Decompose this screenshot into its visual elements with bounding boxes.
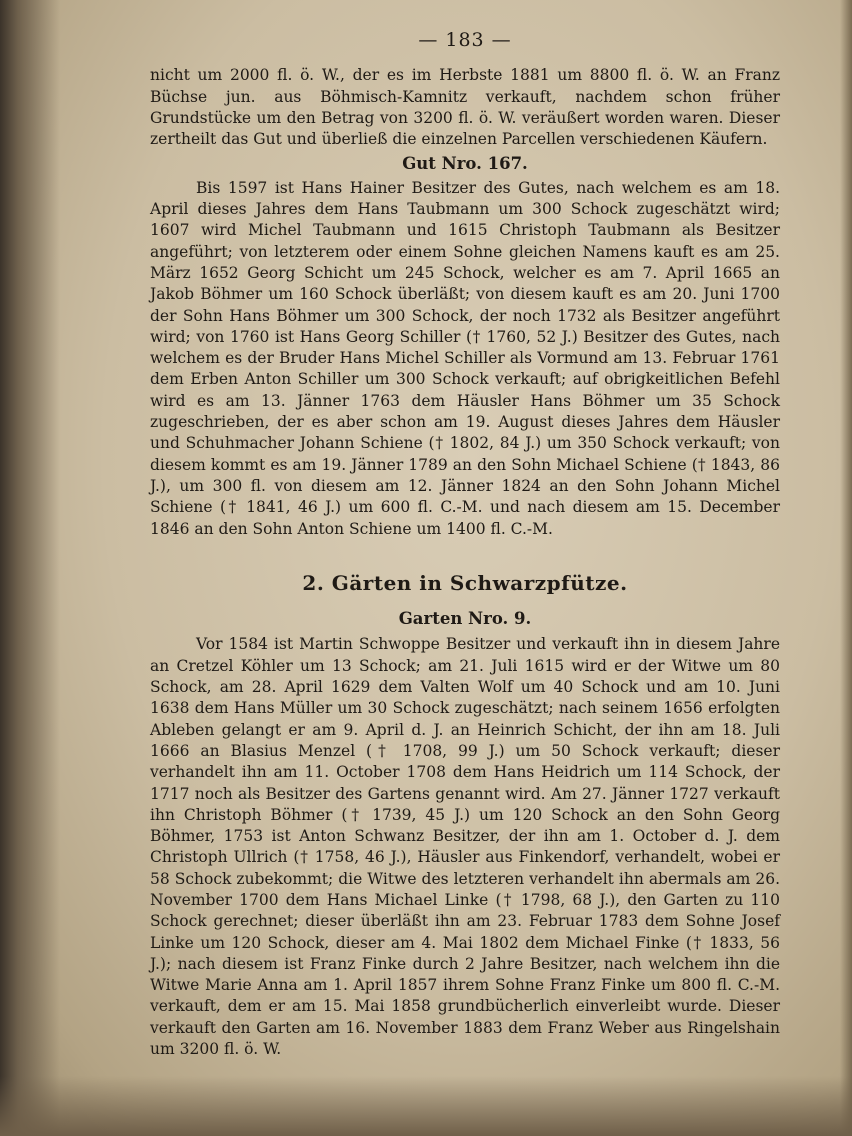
section-paragraph-garten-9: Vor 1584 ist Martin Schwoppe Besitzer und verkauft ihn in diesem Jahre an Cretzel Köhler um 13 Schock; am 21. Juli 1615 wird er der Witwe um 80 Schock, am 28. April 1629 dem Valten Wolf um 40 Schock und am 10. Juni 1638 dem Hans Müller um 30 Schock zugeschätzt; nach seinem 1656 erfolgten Ableben gelangt er am 9. April d. J. an Heinrich Schicht, der ihn am 18. Juli 1666 an Blasius Menzel († 1708, 99 J.) um 50 Schock verkauft; dieser verhandelt ihn am 11. October 1708 dem Hans Heidrich um 114 Schock, der 1717 noch als Besitzer des Gartens genannt wird. Am 27. Jänner 1727 verkauft ihn Christoph Böhmer († 1739, 45 J.) um 120 Schock an den Sohn Georg Böhmer, 1753 ist Anton Schwanz Besitzer, der ihn am 1. October d. J. dem Christoph Ullrich († 1758, 46 J.), Häusler aus Finkendorf, verhandelt, wobei er 58 Schock zubekommt; die Witwe des letzteren verhandelt ihn abermals am 26. November 1700 dem Hans Michael Linke († 1798, 68 J.), den Garten zu 110 Schock gerechnet; dieser überläßt ihn am 23. Februar 1783 dem Sohne Josef Linke um 120 Schock, dieser am 4. Mai 1802 dem Michael Finke († 1833, 56 J.); nach diesem ist Franz Finke durch 2 Jahre Besitzer, nach welchem ihn die Witwe Marie Anna am 1. April 1857 ihrem Sohne Franz Finke um 800 fl. C.-M. verkauft, dem er am 15. Mai 1858 grundbücherlich einverleibt wurde. Dieser verkauft den Garten am 16. November 1883 dem Franz Weber aus Ringelshain um 3200 fl. ö. W. (150, 635, 780, 1059)
bottom-shadow (0, 1076, 852, 1136)
page-number: — 183 — (418, 29, 512, 51)
intro-paragraph: nicht um 2000 fl. ö. W., der es im Herbste 1881 um 8800 fl. ö. W. an Franz Büchse jun. aus Böhmisch-Kamnitz verkauft, nachdem schon früher Grundstücke um den Betrag von 3200 fl. ö. W. veräußert worden waren. Dieser zertheilt das Gut und überließ die einzelnen Parcellen verschiedenen Käufern. (150, 66, 780, 149)
section-heading-garten-9: Garten Nro. 9. (398, 609, 532, 629)
chapter-heading-gaerten: 2. Gärten in Schwarzpfütze. (302, 570, 628, 595)
section-paragraph-gut-167: Bis 1597 ist Hans Hainer Besitzer des Gutes, nach welchem es am 18. April dieses Jahres dem Hans Taubmann um 300 Schock zugeschätzt wird; 1607 wird Michel Taubmann und 1615 Christoph Taubmann als Besitzer angeführt; von letzterem oder einem Sohne gleichen Namens kauft es am 25. März 1652 Georg Schicht um 245 Schock, welcher es am 7. April 1665 an Jakob Böhmer um 160 Schock überläßt; von diesem kauft es am 20. Juni 1700 der Sohn Hans Böhmer um 300 Schock, der noch 1732 als Besitzer angeführt wird; von 1760 ist Hans Georg Schiller († 1760, 52 J.) Besitzer des Gutes, nach welchem es der Bruder Hans Michel Schiller als Vormund am 13. Februar 1761 dem Erben Anton Schiller um 300 Schock verkauft; auf obrigkeitlichen Befehl wird es am 13. Jänner 1763 dem Häusler Hans Böhmer um 35 Schock zugeschrieben, der es aber schon am 19. August dieses Jahres dem Häusler und Schuhmacher Johann Schiene († 1802, 84 J.) um 350 Schock verkauft; von diesem kommt es am 19. Jänner 1789 an den Sohn Michael Schiene († 1843, 86 J.), um 300 fl. von diesem am 12. Jänner 1824 an den Sohn Johann Michel Schiene († 1841, 46 J.) um 600 fl. C.-M. und nach diesem am 15. December 1846 an den Sohn Anton Schiene um 1400 fl. C.-M. (150, 178, 780, 538)
gutter-shadow (0, 0, 60, 1136)
page-edge (840, 0, 852, 1136)
page-text (150, 30, 780, 1060)
section-heading-gut-167: Gut Nro. 167. (402, 154, 528, 174)
